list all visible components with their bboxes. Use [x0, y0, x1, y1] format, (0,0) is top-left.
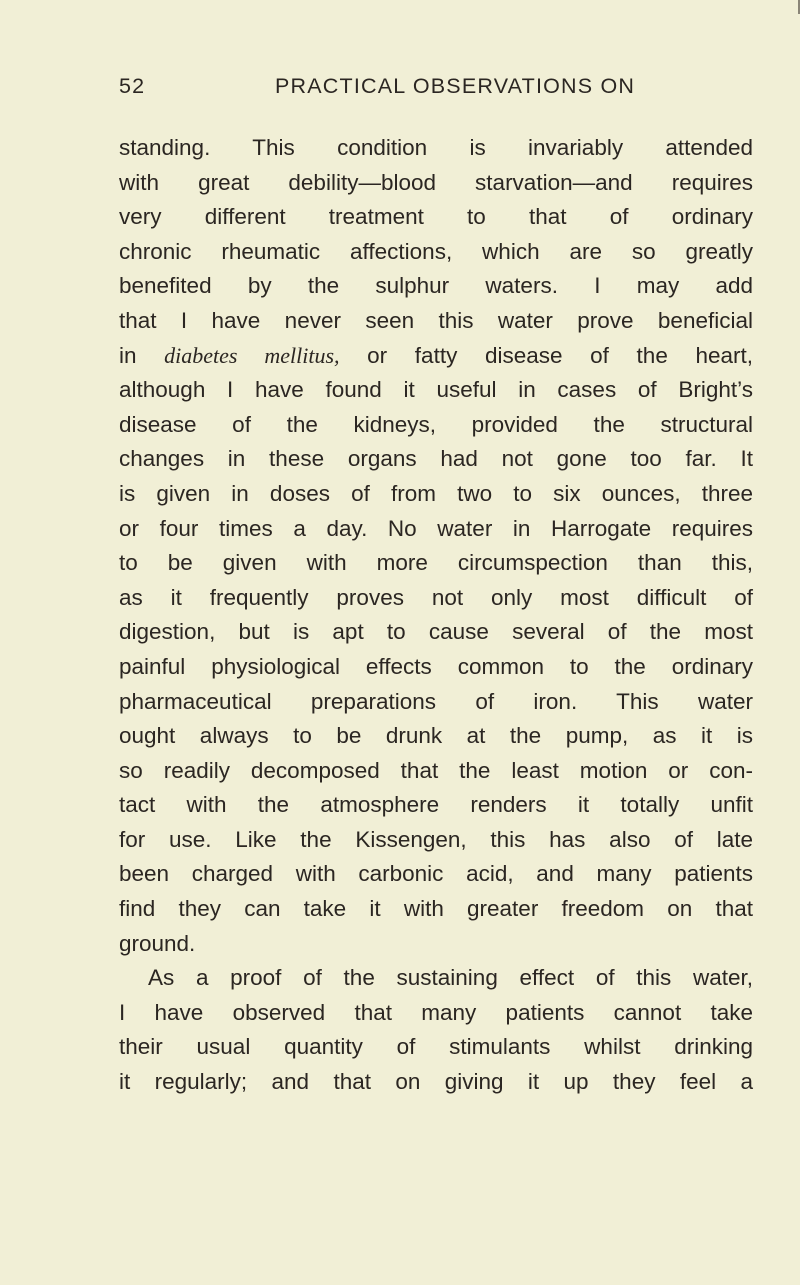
- text-line: with great debility—blood starvation—and requires: [119, 169, 753, 195]
- text-line: painful physiological effects common to the ordinary: [119, 653, 753, 679]
- text-line: very different treatment to that of ordinary: [119, 204, 753, 230]
- text-line: disease of the kidneys, provided the structural: [119, 411, 753, 437]
- text-line: is given in doses of from two to six ounces, three: [119, 480, 753, 506]
- text-line: tact with the atmosphere renders it totally unfit: [119, 792, 753, 818]
- text-line: changes in these organs had not gone too far. It: [119, 446, 753, 472]
- running-head: [119, 74, 753, 114]
- text-run: or fatty disease of the heart,: [339, 342, 754, 368]
- text-line: as it frequently proves not only most difficult of: [119, 584, 753, 610]
- text-line: their usual quantity of stimulants whilst drinking: [119, 1034, 753, 1060]
- text-line: As a proof of the sustaining effect of this water,: [148, 965, 753, 991]
- text-line: ground.: [119, 930, 196, 956]
- text-line: that I have never seen this water prove beneficial: [119, 307, 753, 333]
- text-line: or four times a day. No water in Harrogate requires: [119, 515, 753, 541]
- body-text: [119, 131, 753, 1100]
- text-line: [119, 339, 753, 374]
- text-line: been charged with carbonic acid, and many patients: [119, 861, 753, 887]
- text-line: chronic rheumatic affections, which are so greatly: [119, 238, 753, 264]
- text-line: to be given with more circumspection than this,: [119, 550, 753, 576]
- text-run: in: [119, 342, 165, 368]
- text-line: standing. This condition is invariably attended: [119, 135, 753, 160]
- text-line: so readily decomposed that the least motion or con-: [119, 757, 753, 783]
- text-line: benefited by the sulphur waters. I may add: [119, 273, 753, 299]
- running-title: PRACTICAL OBSERVATIONS ON: [275, 74, 636, 98]
- text-line: I have observed that many patients cannot take: [119, 999, 753, 1025]
- text-line: although I have found it useful in cases of Bright’s: [119, 377, 753, 403]
- text-line: digestion, but is apt to cause several of the most: [119, 619, 753, 645]
- text-line: it regularly; and that on giving it up they feel a: [119, 1069, 753, 1095]
- text-line: find they can take it with greater freedom on that: [119, 896, 753, 922]
- text-line: for use. Like the Kissengen, this has also of late: [119, 826, 753, 852]
- page-number: 52: [119, 74, 146, 98]
- text-line: ought always to be drunk at the pump, as it is: [119, 723, 753, 749]
- text-line: pharmaceutical preparations of iron. This water: [119, 688, 753, 714]
- italic-term: diabetes mellitus,: [164, 342, 340, 368]
